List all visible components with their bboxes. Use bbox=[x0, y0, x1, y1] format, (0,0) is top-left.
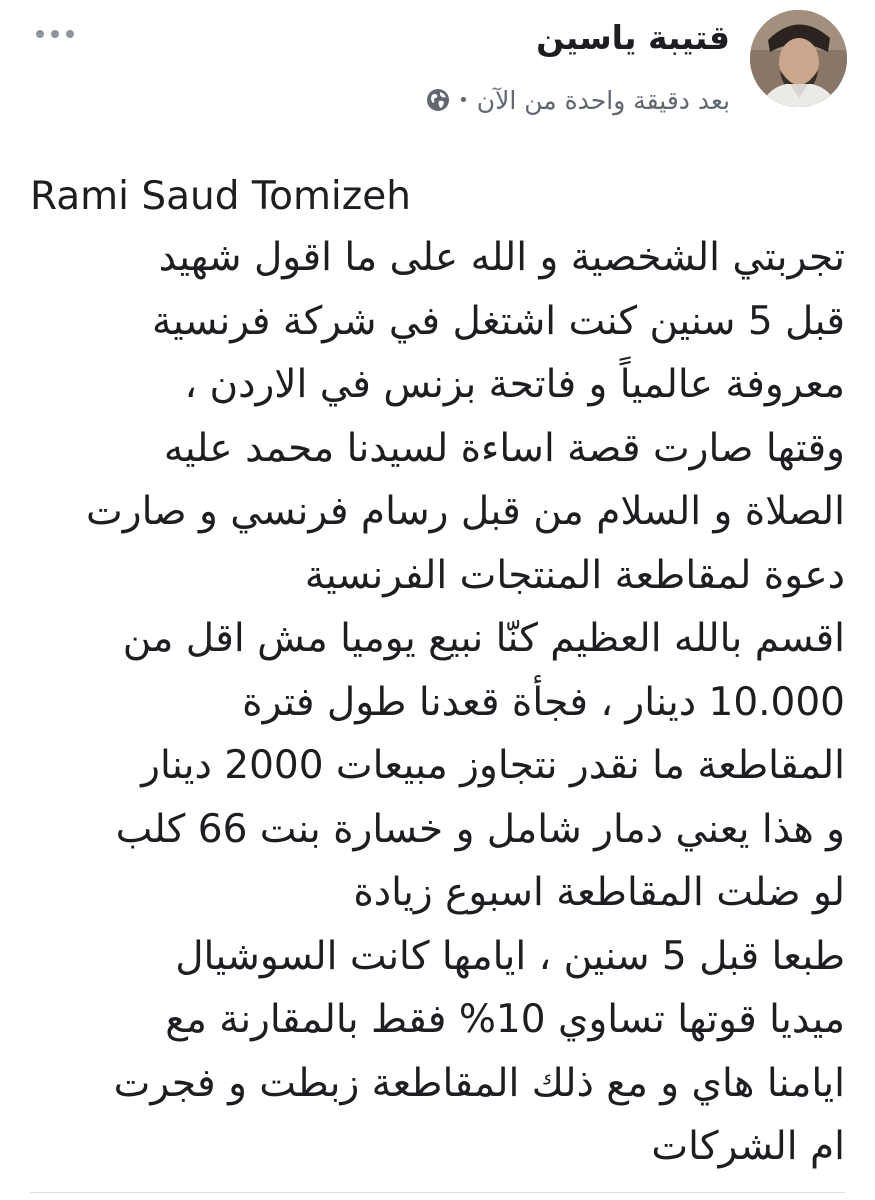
post-divider bbox=[30, 1192, 845, 1193]
post-text-line: لو ضلت المقاطعة اسبوع زيادة bbox=[353, 870, 845, 915]
more-options-dot bbox=[66, 30, 74, 38]
post-text-line: الصلاة و السلام من قبل رسام فرنسي و صارت bbox=[86, 489, 845, 534]
post-text-line: ام الشركات bbox=[651, 1124, 845, 1169]
post-text-line: تجربتي الشخصية و الله على ما اقول شهيد bbox=[158, 235, 845, 280]
avatar[interactable] bbox=[750, 10, 847, 107]
post-text-line: ايامنا هاي و مع ذلك المقاطعة زبطت و فجرت bbox=[113, 1060, 845, 1106]
more-options-button[interactable] bbox=[30, 22, 80, 46]
globe-icon[interactable] bbox=[426, 88, 450, 112]
post-text-line: قبل 5 سنين كنت اشتغل في شركة فرنسية bbox=[151, 298, 845, 344]
more-options-icon bbox=[36, 30, 44, 38]
post-body bbox=[30, 168, 845, 1179]
meta-separator: • bbox=[458, 89, 469, 111]
post-text-line: طبعا قبل 5 سنين ، ايامها كانت السوشيال bbox=[175, 933, 845, 979]
post-text-line: 10.000 دينار ، فجأة قعدنا طول فترة bbox=[242, 679, 845, 725]
post-text-line: اقسم بالله العظيم كنّا نبيع يوميا مش اقل من bbox=[122, 616, 845, 661]
post-meta bbox=[426, 80, 730, 120]
post-text-line: معروفة عالمياً و فاتحة بزنس في الاردن ، bbox=[184, 362, 845, 407]
post-text-line: و هذا يعني دمار شامل و خسارة بنت 66 كلب bbox=[115, 806, 845, 852]
post-text-line: ميديا قوتها تساوي 10% فقط بالمقارنة مع bbox=[165, 997, 845, 1042]
more-options-dot bbox=[51, 30, 59, 38]
post-text-line: المقاطعة ما نقدر نتجاوز مبيعات 2000 دينار bbox=[141, 743, 845, 788]
author-name[interactable]: قتيبة ياسين bbox=[536, 18, 730, 57]
post-text-line: دعوة لمقاطعة المنتجات الفرنسية bbox=[304, 552, 845, 598]
avatar-photo bbox=[750, 10, 847, 107]
mentioned-name[interactable]: Rami Saud Tomizeh bbox=[30, 174, 411, 219]
post-text-line: وقتها صارت قصة اساءة لسيدنا محمد عليه bbox=[163, 425, 845, 471]
post-timestamp[interactable]: بعد دقيقة واحدة من الآن bbox=[476, 85, 730, 115]
